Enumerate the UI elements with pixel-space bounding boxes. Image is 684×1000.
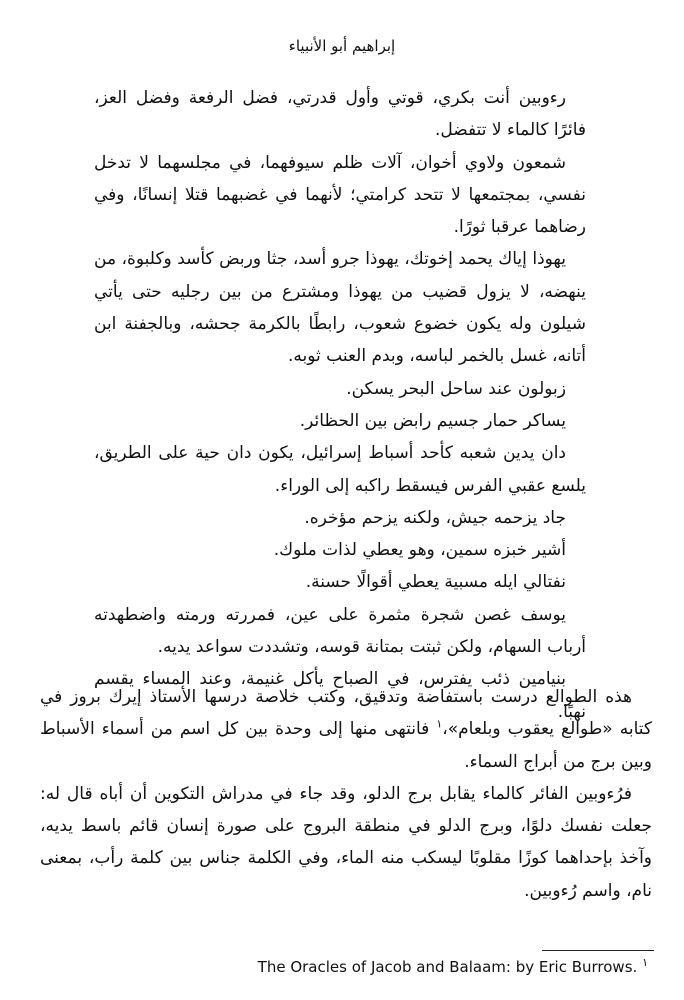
- verse-asher: أشير خبزه سمين، وهو يعطي لذات ملوك.: [273, 540, 566, 561]
- verse-joseph: يوسف غصن شجرة مثمرة على عين، فمررته ورمته واضطهدته أرباب السهام، ولكن ثبتت بمتانة قوسه، وتشددت سواعد يديه.: [94, 604, 586, 658]
- verse-zebulun: زبولون عند ساحل البحر يسكن.: [346, 378, 566, 399]
- footnote-divider: [542, 950, 654, 951]
- commentary-text: فانتهى منها إلى وحدة بين كل اسم من أسماء الأسباط وبين برج من أبراج السماء.: [40, 719, 652, 772]
- commentary-text: هذه الطوالع درست باستفاضة وتدقيق، وكتب خلاصة درسها الأستاذ إيرك بروز في كتابه «طوالع يعقوب وبلعام»،: [40, 687, 652, 740]
- footnote: [128, 957, 648, 977]
- verse-reuben: رءوبين أنت بكري، قوتي وأول قدرتي، فضل الرفعة وفضل العز، فائرًا كالماء لا تتفضل.: [94, 88, 586, 141]
- verse-judah: يهوذا إياك يحمد إخوتك، يهوذا جرو أسد، جثا وربض كأسد وكلبوة، من ينهضه، لا يزول قضيب من يهوذا ومشترع من بين رجليه حتى يأتي شيلون وله يكون خضوع شعوب، رابطًا بالكرمة جحشه، وبالجفنة ابن أتانه، غسل بالخمر لباسه، وبدم العنب ثوبه.: [94, 249, 586, 367]
- running-header: إبراهيم أبو الأنبياء: [288, 37, 396, 55]
- footnote-text: The Oracles of Jacob and Balaam: by Eric Burrows.: [257, 958, 638, 976]
- footnote-mark: ١: [642, 956, 648, 969]
- commentary-block: [40, 681, 652, 907]
- commentary-paragraph-2: فرُءوبين الفائر كالماء يقابل برج الدلو، وقد جاء في مدراش التكوين أن أباه قال له: جعلت نفسك دلوًا، وبرج الدلو في منطقة البروج على صورة إنسان قائم باسط يديه، وآخذ بإحداهما كوزًا مقلوبًا ليسكب منه الماء، وفي الكلمة جناس بين كلمة رأب، بمعنى نام، واسم رُءوبين.: [40, 783, 652, 901]
- verses-block: [94, 82, 586, 728]
- verse-gad: جاد يزحمه جيش، ولكنه يزحم مؤخره.: [304, 507, 566, 528]
- verse-simeon-levi: شمعون ولاوي أخوان، آلات ظلم سيوفهما، في مجلسهما لا تدخل نفسي، بمجتمعها لا تتحد كرامتي؛ لأنهما في غضبهما قتلا إنسانًا، وفي رضاهما عرقبا ثورًا.: [94, 152, 586, 238]
- footnote-reference[interactable]: ١: [436, 717, 443, 731]
- verse-dan: دان يدين شعبه كأحد أسباط إسرائيل، يكون دان حية على الطريق، يلسع عقبي الفرس فيسقط راكبه إلى الوراء.: [94, 443, 586, 496]
- verse-issachar: يساكر حمار جسيم رابض بين الحظائر.: [299, 410, 566, 431]
- verse-benjamin: بنيامين ذئب يفترس، في الصباح يأكل غنيمة، وعند المساء يقسم نهبًا.: [94, 669, 586, 722]
- verse-naphtali: نفتالي ايله مسبية يعطي أقوالًا حسنة.: [305, 572, 566, 593]
- commentary-paragraph-1: [40, 681, 652, 778]
